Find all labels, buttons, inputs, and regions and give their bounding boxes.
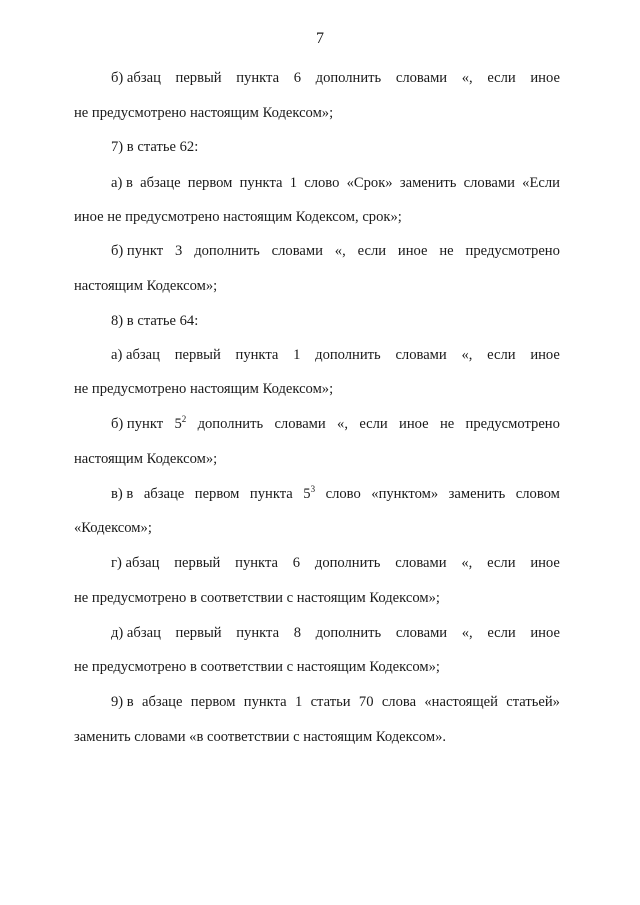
word: словами xyxy=(395,625,448,641)
word: слово xyxy=(325,486,361,502)
text-line xyxy=(111,624,560,642)
text-line: «Кодексом»; xyxy=(74,520,152,536)
word: дополнить xyxy=(315,70,382,86)
word: если xyxy=(487,347,516,363)
text-line xyxy=(111,346,560,364)
word: пункта xyxy=(236,625,280,641)
section-heading: 7) в статье 62: xyxy=(111,139,199,155)
word: дополнить xyxy=(197,416,264,432)
word: «, xyxy=(334,243,346,259)
word: если xyxy=(487,555,516,571)
word: 6 xyxy=(293,70,302,86)
word: первый xyxy=(174,555,221,571)
word: «Если xyxy=(522,175,560,191)
word: словами xyxy=(395,70,448,86)
word: словами xyxy=(395,555,447,571)
word: не xyxy=(439,416,455,432)
word: 1 xyxy=(289,175,297,191)
word: предусмотрено xyxy=(465,243,560,259)
word: 9) в xyxy=(111,694,134,710)
text-line xyxy=(111,174,560,192)
word: словами xyxy=(271,243,323,259)
text-line: не предусмотрено настоящим Кодексом»; xyxy=(74,105,334,121)
word: 1 xyxy=(294,694,303,710)
text-line: не предусмотрено настоящим Кодексом»; xyxy=(74,381,334,397)
word: если xyxy=(487,625,516,641)
word: «, xyxy=(461,555,473,571)
word: 8 xyxy=(293,625,302,641)
word: если xyxy=(357,243,387,259)
word: дополнить xyxy=(194,243,260,259)
word: «, xyxy=(461,70,473,86)
text-line: настоящим Кодексом»; xyxy=(74,451,218,467)
word: заменить xyxy=(448,486,506,502)
word: пункта xyxy=(249,486,293,502)
text-line: не предусмотрено в соответствии с настоящим Кодексом»; xyxy=(74,659,440,675)
word: «Срок» xyxy=(346,175,393,191)
word: дополнить xyxy=(314,555,381,571)
word: если xyxy=(487,70,516,86)
word: иное xyxy=(530,625,560,641)
word: первый xyxy=(174,347,221,363)
text-line xyxy=(111,693,560,711)
word: 1 xyxy=(293,347,301,363)
word: 6 xyxy=(292,555,301,571)
word: абзаце xyxy=(143,486,185,502)
word: б) пункт xyxy=(111,243,164,259)
word: б) абзац xyxy=(111,70,161,86)
word: предусмотрено xyxy=(465,416,560,432)
word: пункта xyxy=(236,70,280,86)
word: пункта xyxy=(243,694,287,710)
text-line: настоящим Кодексом»; xyxy=(74,278,218,294)
superscript-base: 5 xyxy=(303,486,311,502)
word: словом xyxy=(515,486,560,502)
text-line: не предусмотрено в соответствии с настоящим Кодексом»; xyxy=(74,590,440,606)
word: 3 xyxy=(175,243,183,259)
word: пункта xyxy=(235,347,279,363)
word: б) пункт xyxy=(111,416,164,432)
word: дополнить xyxy=(315,347,381,363)
superscript-base: 5 xyxy=(174,416,182,432)
word: не xyxy=(439,243,454,259)
word: первом xyxy=(194,486,240,502)
word: первом xyxy=(190,694,236,710)
section-heading: 8) в статье 64: xyxy=(111,313,199,329)
word: «, xyxy=(461,625,473,641)
word: «, xyxy=(461,347,473,363)
text-line xyxy=(111,485,560,503)
word: первом xyxy=(187,175,233,191)
word: абзаце xyxy=(142,694,183,710)
word: иное xyxy=(399,416,429,432)
word: если xyxy=(359,416,388,432)
word: а) абзац xyxy=(111,347,160,363)
word-with-superscript xyxy=(174,415,186,433)
text-line: иное не предусмотрено настоящим Кодексом, срок»; xyxy=(74,209,402,225)
text-line xyxy=(111,69,560,87)
word: пункта xyxy=(235,555,278,571)
word: заменить xyxy=(399,175,457,191)
word: «, xyxy=(337,416,348,432)
word: в) в xyxy=(111,486,134,502)
word: первый xyxy=(175,70,222,86)
word: «пунктом» xyxy=(371,486,439,502)
word: первый xyxy=(175,625,222,641)
word: слово xyxy=(304,175,340,191)
superscript: 2 xyxy=(181,414,187,424)
text-line xyxy=(111,242,560,260)
word: иное xyxy=(530,555,560,571)
superscript: 3 xyxy=(310,484,316,494)
word: дополнить xyxy=(315,625,382,641)
page-number: 7 xyxy=(316,30,324,47)
word: словами xyxy=(274,416,326,432)
word: словами xyxy=(395,347,447,363)
word: абзаце xyxy=(140,175,181,191)
word: иное xyxy=(530,347,560,363)
text-line xyxy=(111,554,560,572)
text-line xyxy=(111,415,560,433)
word: г) абзац xyxy=(111,555,160,571)
word: а) в xyxy=(111,175,133,191)
word: иное xyxy=(397,243,428,259)
word: статьей» xyxy=(506,694,560,710)
word: статьи xyxy=(310,694,351,710)
word: словами xyxy=(463,175,515,191)
word: 70 xyxy=(358,694,374,710)
word-with-superscript xyxy=(303,485,315,503)
word: «настоящей xyxy=(424,694,498,710)
word: пункта xyxy=(239,175,283,191)
word: иное xyxy=(530,70,560,86)
text-line: заменить словами «в соответствии с настоящим Кодексом». xyxy=(74,729,447,745)
word: д) абзац xyxy=(111,625,161,641)
word: слова xyxy=(381,694,417,710)
